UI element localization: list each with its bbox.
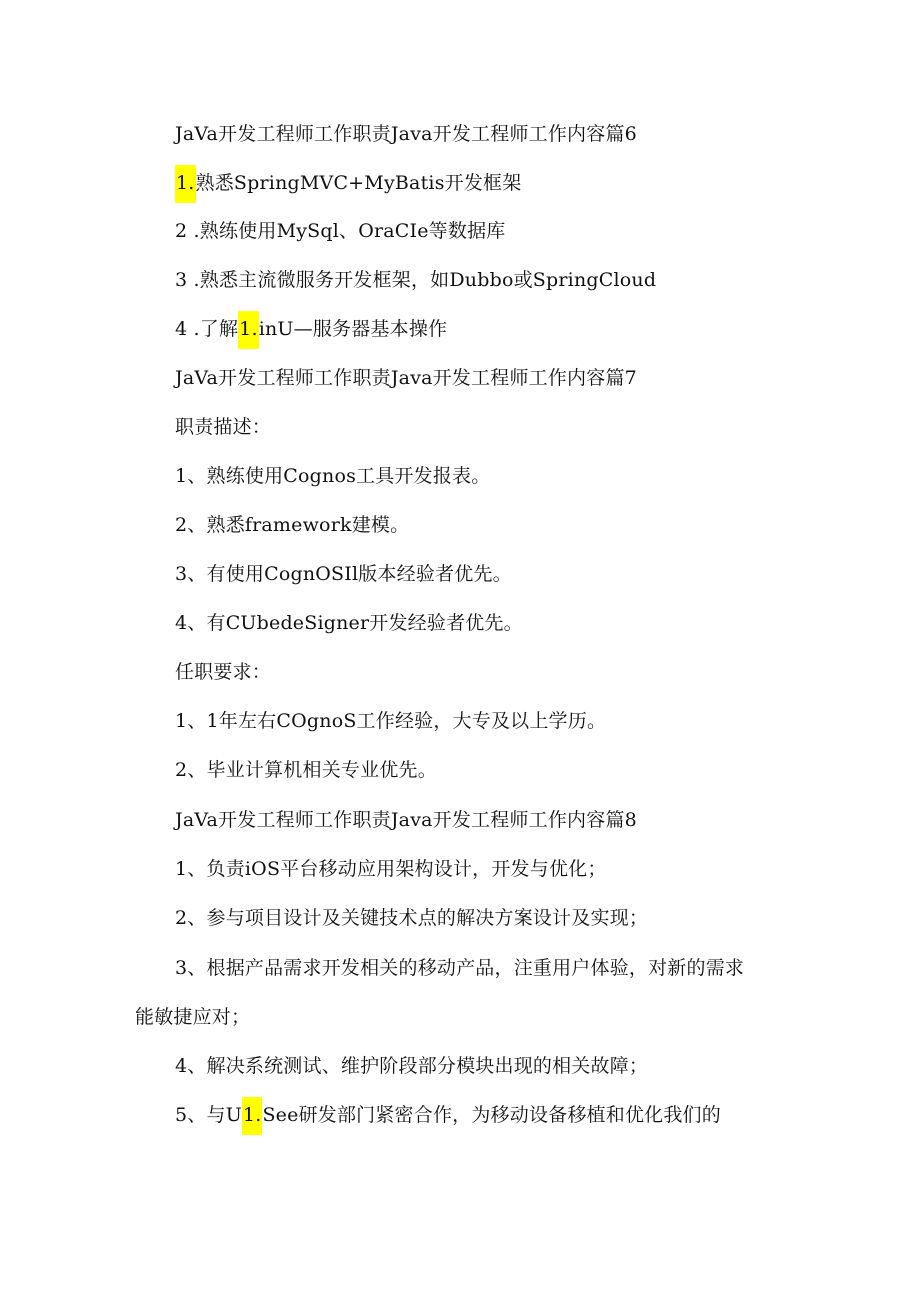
list-item: 3 .熟悉主流微服务开发框架，如Dubbo或SpringCloud (175, 269, 657, 291)
section-heading-6: JaVa开发工程师工作职责Java开发工程师工作内容篇6 (175, 123, 637, 145)
highlight-mark: 1. (175, 165, 196, 203)
list-item (175, 169, 521, 197)
list-item (175, 315, 447, 343)
list-item: 2、熟悉framework建模。 (175, 514, 410, 536)
list-item: 1、1年左右COgnoS工作经验，大专及以上学历。 (175, 710, 607, 732)
list-item-prefix: 5、与U (175, 1104, 242, 1126)
list-item: 2、毕业计算机相关专业优先。 (175, 759, 437, 781)
list-item-text: See研发部门紧密合作，为移动设备移植和优化我们的 (262, 1104, 721, 1126)
list-item: 1、熟练使用Cognos工具开发报表。 (175, 465, 491, 487)
list-item: 1、负责iOS平台移动应用架构设计，开发与优化； (175, 858, 607, 880)
list-item: 2、参与项目设计及关键技术点的解决方案设计及实现； (175, 907, 649, 929)
list-item: 3、根据产品需求开发相关的移动产品，注重用户体验，对新的需求 (175, 957, 745, 979)
list-item: 2 .熟练使用MySql、OraCIe等数据库 (175, 220, 506, 242)
list-item: 4、解决系统测试、维护阶段部分模块出现的相关故障； (175, 1055, 649, 1077)
subheading-duties: 职责描述： (175, 416, 272, 438)
list-item-continuation: 能敏捷应对； (135, 1006, 251, 1028)
list-item-text: inU—服务器基本操作 (258, 318, 448, 340)
highlight-mark: 1. (242, 1097, 263, 1135)
highlight-mark: 1. (238, 311, 259, 349)
list-item-prefix: 4 .了解 (175, 318, 239, 340)
list-item: 3、有使用CognOSIl版本经验者优先。 (175, 563, 512, 585)
section-heading-7: JaVa开发工程师工作职责Java开发工程师工作内容篇7 (175, 367, 637, 389)
list-item: 4、有CUbedeSigner开发经验者优先。 (175, 612, 523, 634)
list-item-text: 熟悉SpringMVC+MyBatis开发框架 (195, 172, 522, 194)
section-heading-8: JaVa开发工程师工作职责Java开发工程师工作内容篇8 (175, 809, 637, 831)
list-item (175, 1101, 721, 1129)
subheading-requirements: 任职要求： (175, 661, 272, 683)
